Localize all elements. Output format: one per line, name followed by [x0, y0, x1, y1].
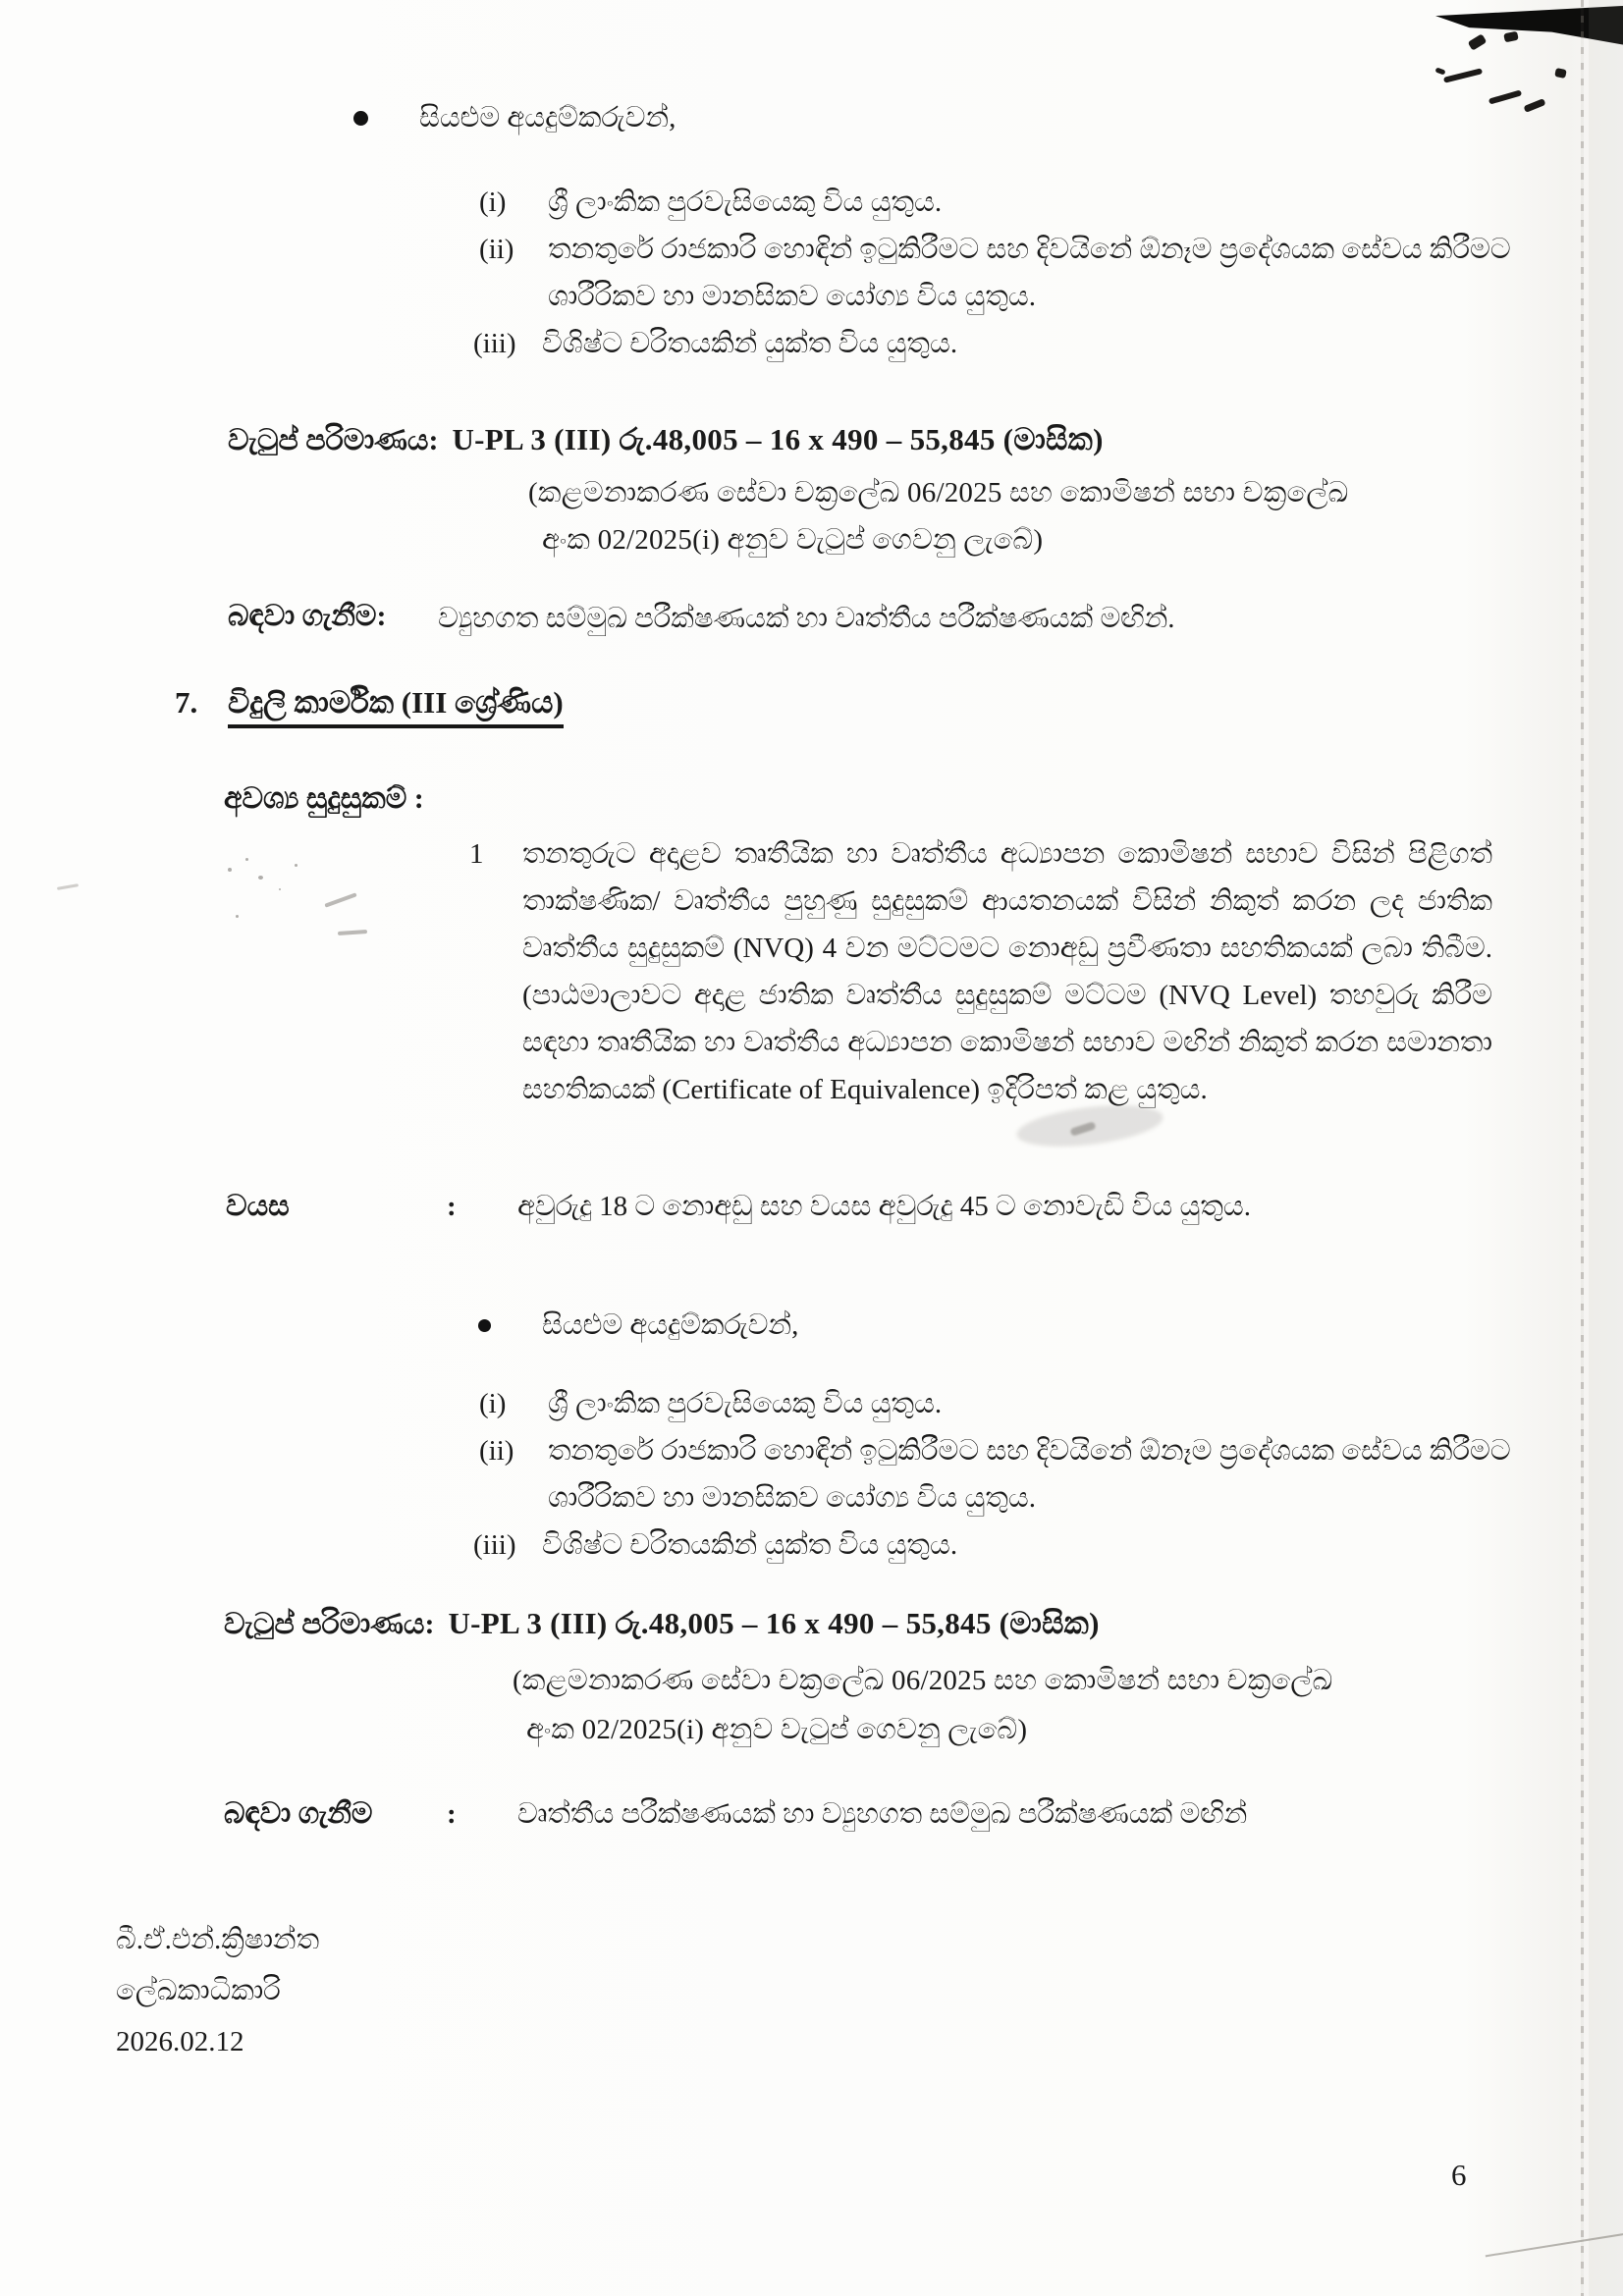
- salary-scale-value: U-PL 3 (III) රු.48,005 – 16 x 490 – 55,845 (මාසික): [452, 422, 1104, 456]
- recruitment-colon: :: [447, 1798, 457, 1830]
- signature-block: [116, 1914, 319, 2067]
- applicants-intro-2: සියළුම අයදුම්කරුවන්,: [542, 1309, 799, 1341]
- applicants-bullet-row-2: [478, 1302, 798, 1349]
- condition-item: [479, 1380, 1515, 1427]
- condition-number: (i): [479, 1388, 507, 1419]
- condition-item: [479, 226, 1515, 320]
- section-heading-text: විදුලි කාර්මික (III ශ්‍රේණිය): [228, 685, 564, 728]
- age-colon: :: [447, 1191, 457, 1222]
- age-text: අවුරුදු 18 ට නොඅඩු සහ වයස අවුරුදු 45 ට නොවැඩි විය යුතුය.: [517, 1191, 1252, 1222]
- recruitment-text-2: වෘත්තීය පරීක්ෂණයක් හා ව්‍යුහගත සම්මුඛ පරීක්ෂණයක් මඟින්: [517, 1798, 1248, 1830]
- signatory-title: ලේඛකාධිකාරි: [116, 1975, 281, 2006]
- condition-item: [473, 1522, 1509, 1569]
- condition-text: විශිෂ්ට චරිතයකින් යුක්ත විය යුතුය.: [542, 328, 958, 359]
- condition-text: තනතුරේ රාජකාරි හොඳින් ඉටුකිරීමට සහ දිවයිනේ ඕනෑම ප්‍රදේශයක සේවය කිරීමට ශාරීරිකව හා මානසිකව යෝග්‍ය විය යුතුය.: [548, 234, 1511, 312]
- salary-scale-label: වැටුප් පරිමාණය:: [228, 424, 439, 456]
- qualifications-label: අවශ්‍ය සුදුසුකම් :: [224, 782, 424, 815]
- recruitment-text-1: ව්‍යුහගත සම්මුඛ පරීක්ෂණයක් හා වෘත්තීය පරීක්ෂණයක් මඟින්.: [438, 603, 1175, 634]
- condition-number: (iii): [473, 1529, 516, 1561]
- scan-edge-line: [1581, 0, 1584, 2296]
- salary-scale-row-1: [228, 416, 1104, 464]
- page-number: 6: [1451, 2158, 1467, 2192]
- bullet-icon: [353, 111, 368, 126]
- applicants-bullet-row-1: [353, 94, 676, 141]
- salary-note-line1: (කළමනාකරණ සේවා චක්‍රලේඛ 06/2025 සහ කොමිෂන් සභා චක්‍රලේඛ: [513, 1665, 1333, 1696]
- condition-text: තනතුරේ රාජකාරි හොඳින් ඉටුකිරීමට සහ දිවයිනේ ඕනෑම ප්‍රදේශයක සේවය කිරීමට ශාරීරිකව හා මානසිකව යෝග්‍ය විය යුතුය.: [548, 1435, 1511, 1514]
- qualification-paragraph: තනතුරුට අදාළව තෘතීයික හා වෘත්තීය අධ්‍යාපන කොමිෂන් සභාව විසින් පිළිගත් තාක්ෂණික/ වෘත්තීය පුහුණු සුදුසුකම් ආයතනයක් විසින් නිකුත් කරන ලද ජාතික වෘත්තීය සුදුසුකම් (NVQ) 4 වන මට්ටමට නොඅඩු ප්‍රවීණතා සහතිකයක් ලබා තිබීම. (පාඨමාලාවට අදාළ ජාතික වෘත්තීය සුදුසුකම් මට්ටම (NVQ Level) තහවුරු කිරීම සඳහා තෘතීයික හා වෘත්තීය අධ්‍යාපන කොමිෂන් සභාව මඟින් නිකුත් කරන සමානතා සහතිකයක් (Certificate of Equivalence) ඉදිරිපත් කළ යුතුය.: [522, 838, 1492, 1105]
- condition-text: ශ්‍රී ලාංකික පුරවැසියෙකු විය යුතුය.: [548, 1388, 943, 1419]
- recruitment-label-1: බඳවා ගැනීම:: [228, 600, 387, 632]
- bullet-icon: [478, 1319, 491, 1332]
- signature-date: 2026.02.12: [116, 2026, 244, 2057]
- signatory-name: බී.ඒ.එන්.ක්‍රිෂාන්ත: [116, 1924, 320, 1955]
- recruitment-label-2: බඳවා ගැනීම: [224, 1797, 373, 1830]
- salary-scale-label: වැටුප් පරිමාණය:: [224, 1608, 435, 1640]
- scan-edge-band: [1589, 0, 1623, 2296]
- salary-note-line2: අංක 02/2025(i) අනුව වැටුප් ගෙවනු ලැබේ): [526, 1714, 1028, 1745]
- section-number: 7.: [175, 685, 198, 720]
- salary-scale-value: U-PL 3 (III) රු.48,005 – 16 x 490 – 55,845 (මාසික): [448, 1606, 1100, 1640]
- age-label: වයස: [226, 1190, 290, 1222]
- salary-note-line1: (කළමනාකරණ සේවා චක්‍රලේඛ 06/2025 සහ කොමිෂන් සභා චක්‍රලේඛ: [528, 477, 1349, 508]
- condition-text: විශිෂ්ට චරිතයකින් යුක්ත විය යුතුය.: [542, 1529, 958, 1561]
- condition-item: [473, 320, 1509, 367]
- condition-text: ශ්‍රී ලාංකික පුරවැසියෙකු විය යුතුය.: [548, 187, 943, 218]
- condition-number: (ii): [479, 1435, 514, 1467]
- condition-item: [479, 1427, 1515, 1522]
- condition-number: (iii): [473, 328, 516, 359]
- condition-item: [479, 179, 1515, 226]
- salary-scale-row-2: [224, 1600, 1100, 1648]
- applicants-intro-1: සියළුම අයදුම්කරුවන්,: [419, 102, 676, 133]
- salary-note-line2: අංක 02/2025(i) අනුව වැටුප් ගෙවනු ලැබේ): [542, 524, 1044, 556]
- condition-number: (ii): [479, 234, 514, 265]
- condition-number: (i): [479, 187, 507, 218]
- section-heading: [228, 679, 564, 727]
- qualification-number: 1: [469, 838, 484, 870]
